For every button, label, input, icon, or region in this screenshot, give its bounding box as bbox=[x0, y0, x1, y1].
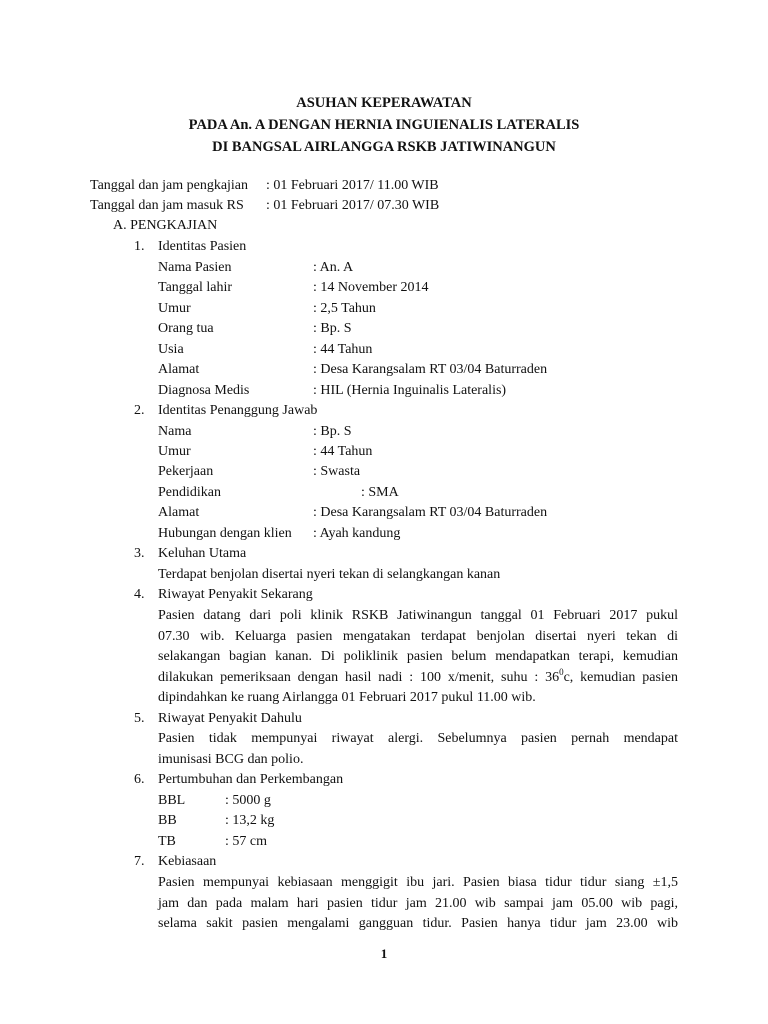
s1-label: Nama Pasien bbox=[158, 260, 232, 275]
s1-value: : Desa Karangsalam RT 03/04 Baturraden bbox=[313, 362, 548, 377]
s5-title: Riwayat Penyakit Dahulu bbox=[158, 711, 302, 726]
s2-label: Pekerjaan bbox=[158, 464, 214, 479]
degree-superscript: 0 bbox=[559, 666, 564, 677]
s2-label: Pendidikan bbox=[158, 485, 221, 500]
s4-number: 4. bbox=[134, 587, 145, 602]
meta-pengkajian-value: : 01 Februari 2017/ 11.00 WIB bbox=[266, 178, 439, 193]
title-line-3: DI BANGSAL AIRLANGGA RSKB JATIWINANGUN bbox=[212, 139, 556, 155]
s4-paragraph bbox=[158, 606, 678, 709]
s1-value: : Bp. S bbox=[313, 321, 352, 336]
s1-label: Orang tua bbox=[158, 321, 214, 336]
s4-line-part: dilakukan pemeriksaan dengan hasil nadi : 100 x/menit, suhu : 36 bbox=[158, 669, 560, 685]
section-a-heading: A. PENGKAJIAN bbox=[113, 218, 218, 233]
s1-label: Usia bbox=[158, 342, 184, 357]
s3-text: Terdapat benjolan disertai nyeri tekan di selangkangan kanan bbox=[158, 567, 501, 582]
document-title bbox=[0, 92, 768, 158]
s4-line: 07.30 wib. Keluarga pasien mengatakan terdapat benjolan disertai nyeri tekan di bbox=[158, 628, 678, 644]
s2-number: 2. bbox=[134, 403, 145, 418]
s1-value: : 14 November 2014 bbox=[313, 280, 429, 295]
s6-value: : 13,2 kg bbox=[225, 813, 275, 828]
s2-value: : Swasta bbox=[313, 464, 361, 479]
s6-label: TB bbox=[158, 834, 176, 849]
s1-value: : 2,5 Tahun bbox=[313, 301, 376, 316]
s7-number: 7. bbox=[134, 854, 145, 869]
s6-title: Pertumbuhan dan Perkembangan bbox=[158, 772, 344, 787]
s6-label: BBL bbox=[158, 793, 186, 808]
s1-label: Alamat bbox=[158, 362, 200, 377]
page-number: 1 bbox=[380, 946, 388, 961]
s1-label: Tanggal lahir bbox=[158, 280, 233, 295]
s6-label: BB bbox=[158, 813, 177, 828]
s2-value: : Bp. S bbox=[313, 424, 352, 439]
s7-line: jam dan pada malam hari pasien tidur jam 21.00 wib sampai jam 05.00 wib pagi, bbox=[158, 895, 678, 911]
meta-pengkajian-label: Tanggal dan jam pengkajian bbox=[90, 178, 249, 193]
s7-title: Kebiasaan bbox=[158, 854, 217, 869]
s7-line: selama sakit pasien mengalami gangguan tidur. Pasien hanya tidur jam 23.00 wib bbox=[158, 916, 678, 931]
s2-value: : Desa Karangsalam RT 03/04 Baturraden bbox=[313, 505, 548, 520]
s7-paragraph bbox=[158, 873, 678, 935]
s1-value: : HIL (Hernia Inguinalis Lateralis) bbox=[313, 383, 507, 398]
s4-line: Pasien datang dari poli klinik RSKB Jatiwinangun tanggal 01 Februari 2017 pukul bbox=[158, 608, 678, 623]
s2-label: Nama bbox=[158, 424, 192, 439]
meta-masuk-value: : 01 Februari 2017/ 07.30 WIB bbox=[266, 198, 440, 213]
s1-value: : An. A bbox=[313, 260, 354, 275]
s4-line bbox=[158, 668, 678, 689]
s1-label: Umur bbox=[158, 301, 191, 316]
s1-title: Identitas Pasien bbox=[158, 239, 247, 254]
s2-title: Identitas Penanggung Jawab bbox=[158, 403, 318, 418]
s5-line: Pasien tidak mempunyai riwayat alergi. Sebelumnya pasien pernah mendapat bbox=[158, 731, 678, 746]
s4-title: Riwayat Penyakit Sekarang bbox=[158, 587, 313, 602]
s5-line: imunisasi BCG dan polio. bbox=[158, 751, 304, 767]
s6-value: : 57 cm bbox=[225, 834, 267, 849]
meta-masuk-label: Tanggal dan jam masuk RS bbox=[90, 198, 244, 213]
s4-line: dipindahkan ke ruang Airlangga 01 Februari 2017 pukul 11.00 wib. bbox=[158, 690, 536, 705]
s2-label: Umur bbox=[158, 444, 191, 459]
s7-line: Pasien mempunyai kebiasaan menggigit ibu jari. Pasien biasa tidur tidur siang ±1,5 bbox=[158, 875, 678, 890]
s6-number: 6. bbox=[134, 772, 145, 787]
s1-value: : 44 Tahun bbox=[313, 342, 373, 357]
s1-label: Diagnosa Medis bbox=[158, 383, 250, 398]
s2-value: : 44 Tahun bbox=[313, 444, 373, 459]
s2-value: : Ayah kandung bbox=[313, 526, 401, 541]
s2-label: Hubungan dengan klien bbox=[158, 526, 292, 541]
s2-label: Alamat bbox=[158, 505, 200, 520]
s1-number: 1. bbox=[134, 239, 145, 254]
s4-line: selakangan bagian kanan. Di poliklinik pasien belum mendapatkan terapi, kemudian bbox=[158, 649, 678, 664]
title-line-1: ASUHAN KEPERAWATAN bbox=[296, 95, 472, 111]
s5-number: 5. bbox=[134, 711, 145, 726]
s5-paragraph bbox=[158, 729, 678, 770]
s3-number: 3. bbox=[134, 546, 145, 561]
s3-title: Keluhan Utama bbox=[158, 546, 247, 561]
s2-value: : SMA bbox=[361, 485, 399, 500]
s4-line-part: c, kemudian pasien bbox=[563, 669, 678, 685]
meta-pengkajian bbox=[90, 176, 248, 197]
s6-value: : 5000 g bbox=[225, 793, 271, 808]
title-line-2: PADA An. A DENGAN HERNIA INGUIENALIS LATERALIS bbox=[188, 117, 580, 133]
